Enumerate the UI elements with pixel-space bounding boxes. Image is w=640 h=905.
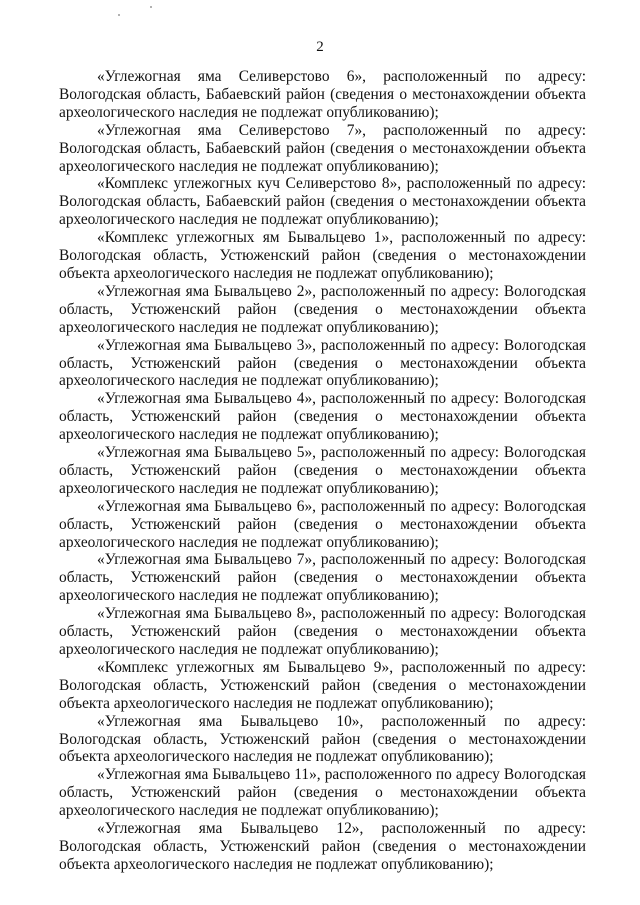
list-item: «Углежогная яма Бывальцево 4», расположенный по адресу: Вологодская область, Устюженский район (сведения о местонахождении объекта археологического наследия не подлежат опубликованию); xyxy=(59,390,586,444)
list-item: «Углежогная яма Бывальцево 5», расположенный по адресу: Вологодская область, Устюженский район (сведения о местонахождении объекта археологического наследия не подлежат опубликованию); xyxy=(59,444,586,497)
list-item: «Комплекс углежогных ям Бывальцево 1», расположенный по адресу: Вологодская область, Устюженский район (сведения о местонахождении объекта археологического наследия не подлежат опубликованию); xyxy=(59,229,586,282)
list-item: «Углежогная яма Бывальцево 11», расположенного по адресу Вологодская область, Устюженский район (сведения о местонахождении объекта археологического наследия не подлежат опубликованию); xyxy=(59,766,586,820)
list-item: «Углежогная яма Бывальцево 10», расположенный по адресу: Вологодская область, Устюженский район (сведения о местонахождении объекта археологического наследия не подлежат опубликованию); xyxy=(59,712,586,766)
list-item: «Углежогная яма Селиверстово 6», расположенный по адресу: Вологодская область, Бабаевский район (сведения о местонахождении объекта археологического наследия не подлежат опубликованию); xyxy=(59,68,586,121)
list-item: «Комплекс углежогных ям Бывальцево 9», расположенный по адресу: Вологодская область, Устюженский район (сведения о местонахождении объекта археологического наследия не подлежат опубликованию); xyxy=(59,658,586,712)
scan-speck xyxy=(118,14,120,16)
list-item: «Углежогная яма Бывальцево 2», расположенный по адресу: Вологодская область, Устюженский район (сведения о местонахождении объекта археологического наследия не подлежат опубликованию); xyxy=(59,282,586,336)
list-item: «Комплекс углежогных куч Селиверстово 8», расположенный по адресу: Вологодская область, Бабаевский район (сведения о местонахождении объекта археологического наследия не подлежат опубликованию); xyxy=(59,175,586,229)
entry-list xyxy=(59,68,586,874)
list-item: «Углежогная яма Бывальцево 8», расположенный по адресу: Вологодская область, Устюженский район (сведения о местонахождении объекта археологического наследия не подлежат опубликованию); xyxy=(59,605,586,658)
scan-speck xyxy=(150,6,152,8)
list-item: «Углежогная яма Бывальцево 6», расположенный по адресу: Вологодская область, Устюженский район (сведения о местонахождении объекта археологического наследия не подлежат опубликованию); xyxy=(59,497,586,551)
list-item: «Углежогная яма Бывальцево 12», расположенный по адресу: Вологодская область, Устюженский район (сведения о местонахождении объекта археологического наследия не подлежат опубликованию); xyxy=(59,820,586,873)
list-item: «Углежогная яма Бывальцево 7», расположенный по адресу: Вологодская область, Устюженский район (сведения о местонахождении объекта археологического наследия не подлежат опубликованию); xyxy=(59,551,586,605)
list-item: «Углежогная яма Селиверстово 7», расположенный по адресу: Вологодская область, Бабаевский район (сведения о местонахождении объекта археологического наследия не подлежат опубликованию); xyxy=(59,121,586,175)
list-item: «Углежогная яма Бывальцево 3», расположенный по адресу: Вологодская область, Устюженский район (сведения о местонахождении объекта археологического наследия не подлежат опубликованию); xyxy=(59,336,586,390)
page-number: 2 xyxy=(316,39,324,55)
